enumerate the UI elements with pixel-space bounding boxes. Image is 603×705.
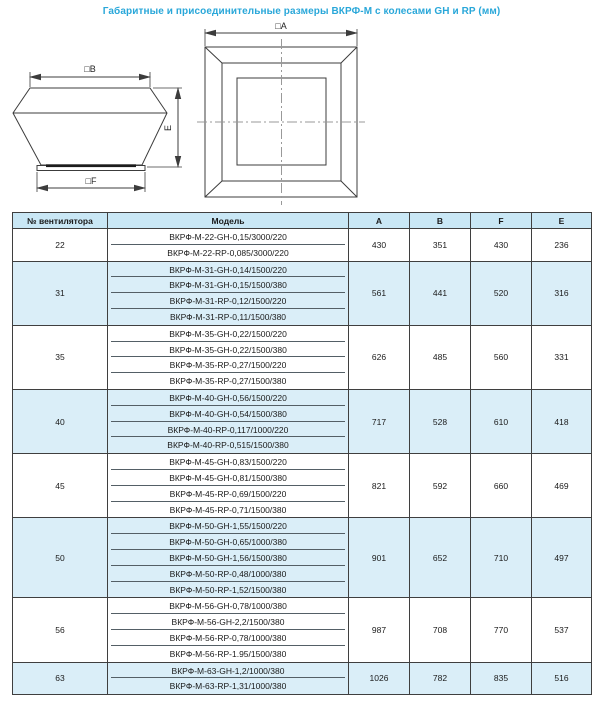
- model-cell: ВКРФ-М-63-RP-1,31/1000/380: [108, 678, 349, 694]
- dim-f-cell: 610: [471, 389, 532, 453]
- dim-label-e: E: [163, 124, 173, 132]
- table-header-row: [13, 213, 592, 229]
- header-f: F: [471, 213, 532, 229]
- fan-number-cell: 50: [13, 518, 108, 598]
- dim-f-cell: 520: [471, 261, 532, 325]
- dimensions-table: [12, 212, 592, 695]
- dim-a-cell: 430: [349, 229, 410, 262]
- model-cell: ВКРФ-М-45-RP-0,71/1500/380: [108, 502, 349, 518]
- model-cell: ВКРФ-М-50-RP-0,48/1000/380: [108, 566, 349, 582]
- dim-f-cell: 430: [471, 229, 532, 262]
- fan-number-cell: 63: [13, 662, 108, 695]
- dim-label-a: □A: [275, 21, 287, 31]
- dim-a-cell: 821: [349, 454, 410, 518]
- model-cell: ВКРФ-М-35-RP-0,27/1500/220: [108, 357, 349, 373]
- dim-b-cell: 592: [410, 454, 471, 518]
- header-a: A: [349, 213, 410, 229]
- model-cell: ВКРФ-М-40-GH-0,54/1500/380: [108, 406, 349, 422]
- fan-number-cell: 40: [13, 389, 108, 453]
- header-b: B: [410, 213, 471, 229]
- model-cell: ВКРФ-М-63-GH-1,2/1000/380: [108, 662, 349, 678]
- model-cell: ВКРФ-М-56-RP-1.95/1500/380: [108, 646, 349, 662]
- dim-b-cell: 485: [410, 325, 471, 389]
- dim-label-b: □B: [84, 64, 96, 74]
- dim-e-cell: 497: [532, 518, 592, 598]
- model-cell: ВКРФ-М-40-RP-0,117/1000/220: [108, 422, 349, 438]
- dim-b-cell: 528: [410, 389, 471, 453]
- header-fan-number: № вентилятора: [13, 213, 108, 229]
- model-cell: ВКРФ-М-56-GH-0,78/1000/380: [108, 598, 349, 614]
- table-row: [13, 598, 592, 614]
- dim-b-cell: 441: [410, 261, 471, 325]
- fan-number-cell: 31: [13, 261, 108, 325]
- dim-a-cell: 987: [349, 598, 410, 662]
- dim-label-f: □F: [85, 176, 97, 186]
- dim-e-cell: 537: [532, 598, 592, 662]
- dim-e-cell: 236: [532, 229, 592, 262]
- fan-number-cell: 45: [13, 454, 108, 518]
- dimension-drawings: [0, 0, 603, 210]
- dim-f-cell: 560: [471, 325, 532, 389]
- model-cell: ВКРФ-М-45-RP-0,69/1500/220: [108, 486, 349, 502]
- table-row: [13, 454, 592, 470]
- dim-a-cell: 626: [349, 325, 410, 389]
- dim-e-cell: 516: [532, 662, 592, 695]
- dim-a-cell: 901: [349, 518, 410, 598]
- table-row: [13, 325, 592, 341]
- table-body: [13, 229, 592, 695]
- model-cell: ВКРФ-М-22-RP-0,085/3000/220: [108, 245, 349, 261]
- dim-e-cell: 418: [532, 389, 592, 453]
- model-cell: ВКРФ-М-56-RP-0,78/1000/380: [108, 630, 349, 646]
- model-cell: ВКРФ-М-45-GH-0,81/1500/380: [108, 470, 349, 486]
- fan-number-cell: 22: [13, 229, 108, 262]
- dim-e-cell: 469: [532, 454, 592, 518]
- model-cell: ВКРФ-М-35-RP-0,27/1500/380: [108, 373, 349, 389]
- model-cell: ВКРФ-М-56-GH-2,2/1500/380: [108, 614, 349, 630]
- dim-f-cell: 835: [471, 662, 532, 695]
- model-cell: ВКРФ-М-31-GH-0,14/1500/220: [108, 261, 349, 277]
- model-cell: ВКРФ-М-50-GH-1,56/1500/380: [108, 550, 349, 566]
- table-row: [13, 229, 592, 245]
- fan-base-seal: [46, 164, 136, 167]
- dim-f-cell: 710: [471, 518, 532, 598]
- model-cell: ВКРФ-М-45-GH-0,83/1500/220: [108, 454, 349, 470]
- model-cell: ВКРФ-М-22-GH-0,15/3000/220: [108, 229, 349, 245]
- dim-b-cell: 351: [410, 229, 471, 262]
- fan-top-view-drawing: [197, 21, 365, 205]
- table-row: [13, 261, 592, 277]
- dim-a-cell: 717: [349, 389, 410, 453]
- dim-b-cell: 782: [410, 662, 471, 695]
- model-cell: ВКРФ-М-40-GH-0,56/1500/220: [108, 389, 349, 405]
- dim-a-cell: 561: [349, 261, 410, 325]
- model-cell: ВКРФ-М-50-GH-1,55/1500/220: [108, 518, 349, 534]
- model-cell: ВКРФ-М-31-RP-0,12/1500/220: [108, 293, 349, 309]
- fan-number-cell: 56: [13, 598, 108, 662]
- table-row: [13, 662, 592, 678]
- model-cell: ВКРФ-М-40-RP-0,515/1500/380: [108, 437, 349, 453]
- model-cell: ВКРФ-М-35-GH-0,22/1500/380: [108, 342, 349, 358]
- dim-a-cell: 1026: [349, 662, 410, 695]
- dim-e-cell: 316: [532, 261, 592, 325]
- fan-number-cell: 35: [13, 325, 108, 389]
- dim-b-cell: 708: [410, 598, 471, 662]
- model-cell: ВКРФ-М-35-GH-0,22/1500/220: [108, 325, 349, 341]
- header-model: Модель: [108, 213, 349, 229]
- dim-e-cell: 331: [532, 325, 592, 389]
- model-cell: ВКРФ-М-50-RP-1,52/1500/380: [108, 582, 349, 598]
- page-title: Габаритные и присоединительные размеры ВКРФ-М с колесами GH и RP (мм): [102, 6, 501, 17]
- table-row: [13, 518, 592, 534]
- header-e: E: [532, 213, 592, 229]
- dim-f-cell: 660: [471, 454, 532, 518]
- model-cell: ВКРФ-М-31-GH-0,15/1500/380: [108, 277, 349, 293]
- fan-side-view-drawing: [13, 64, 182, 192]
- dim-f-cell: 770: [471, 598, 532, 662]
- model-cell: ВКРФ-М-31-RP-0,11/1500/380: [108, 309, 349, 325]
- model-cell: ВКРФ-М-50-GH-0,65/1000/380: [108, 534, 349, 550]
- table-row: [13, 389, 592, 405]
- dim-b-cell: 652: [410, 518, 471, 598]
